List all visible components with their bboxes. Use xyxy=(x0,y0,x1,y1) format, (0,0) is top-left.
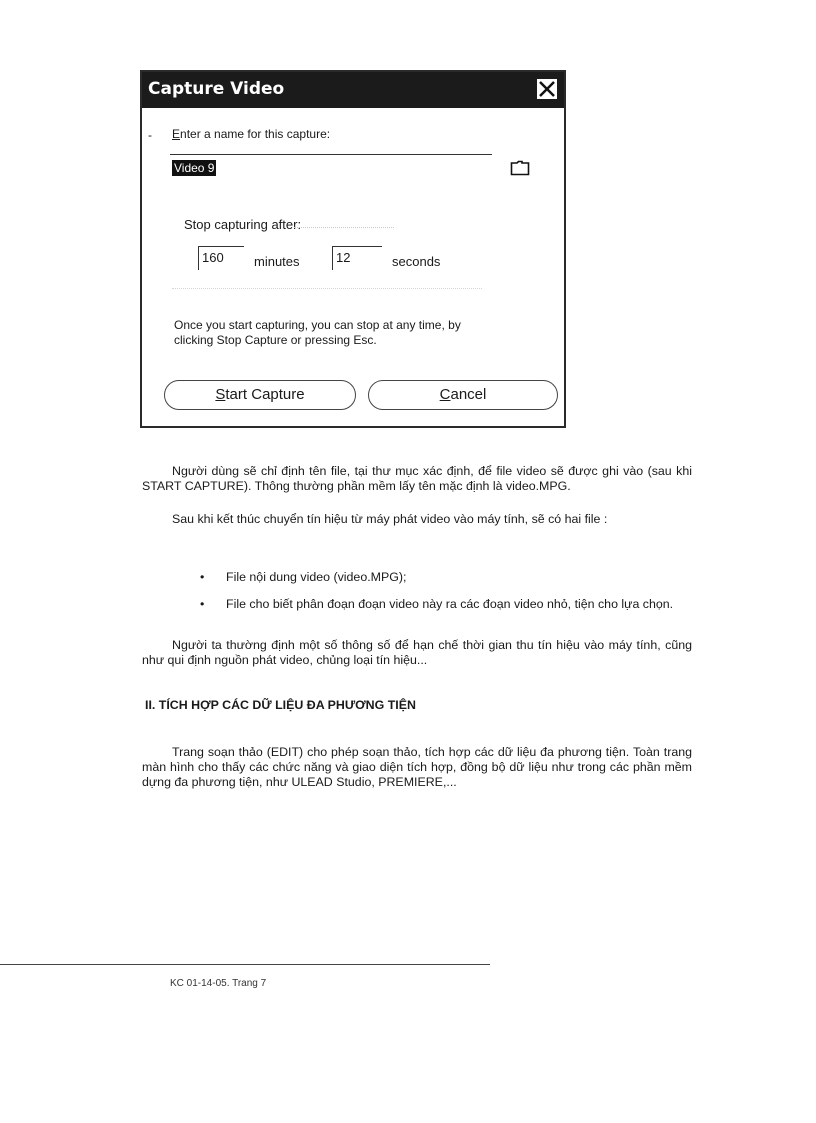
paragraph-parameters: Người ta thường định một số thông số để hạn chế thời gian thu tín hiệu vào máy tính, cũng như qui định nguồn phát video, chủng loại tín hiệu... xyxy=(142,638,692,667)
footer-divider xyxy=(0,964,490,965)
name-field-divider xyxy=(170,154,492,155)
seconds-label: seconds xyxy=(392,254,441,269)
decorative-dash: - xyxy=(148,128,152,142)
start-capture-button[interactable]: Start Capture xyxy=(164,380,356,410)
paragraph-file-name: Người dùng sẽ chỉ định tên file, tại thư mục xác định, để file video sẽ được ghi vào (sau khi START CAPTURE). Thông thường phần mềm lấy tên mặc định là video.MPG. xyxy=(142,464,692,493)
list-item: • File cho biết phân đoạn đoạn video này ra các đoạn video nhỏ, tiện cho lựa chọn. xyxy=(200,597,674,611)
paragraph-after-transfer: Sau khi kết thúc chuyển tín hiệu từ máy phát video vào máy tính, sẽ có hai file : xyxy=(172,512,608,526)
minutes-label: minutes xyxy=(254,254,300,269)
bullet-icon: • xyxy=(200,570,205,584)
capture-name-input[interactable]: Video 9 xyxy=(174,161,215,175)
minutes-input[interactable]: 160 xyxy=(198,246,244,270)
page-footer: KC 01-14-05. Trang 7 xyxy=(170,978,267,989)
section-heading: II. TÍCH HỢP CÁC DỮ LIỆU ĐA PHƯƠNG TIỆN xyxy=(145,698,416,712)
dialog-titlebar xyxy=(142,72,564,108)
capture-name-label: Enter a name for this capture: xyxy=(172,127,331,141)
bullet-icon: • xyxy=(200,597,205,611)
paragraph-edit-page: Trang soạn thảo (EDIT) cho phép soạn thảo, tích hợp các dữ liệu đa phương tiện. Toàn trang màn hình cho thấy các chức năng và giao diện tích hợp, đồng bộ dữ liệu như trong các phần mềm dựng đa phương tiện, như ULEAD Studio, PREMIERE,... xyxy=(142,745,692,789)
dialog-title: Capture Video xyxy=(148,79,285,99)
capture-video-dialog xyxy=(140,70,566,428)
close-button[interactable] xyxy=(535,77,559,101)
seconds-input[interactable]: 12 xyxy=(332,246,382,270)
close-icon xyxy=(537,79,557,99)
divider xyxy=(172,288,482,289)
cancel-button[interactable]: Cancel xyxy=(368,380,558,410)
folder-icon[interactable] xyxy=(510,160,530,176)
stop-capturing-label: Stop capturing after: xyxy=(184,217,302,232)
group-separator xyxy=(294,227,394,228)
capture-hint-text: Once you start capturing, you can stop at any time, by clicking Stop Capture or pressing Esc. xyxy=(174,318,461,347)
